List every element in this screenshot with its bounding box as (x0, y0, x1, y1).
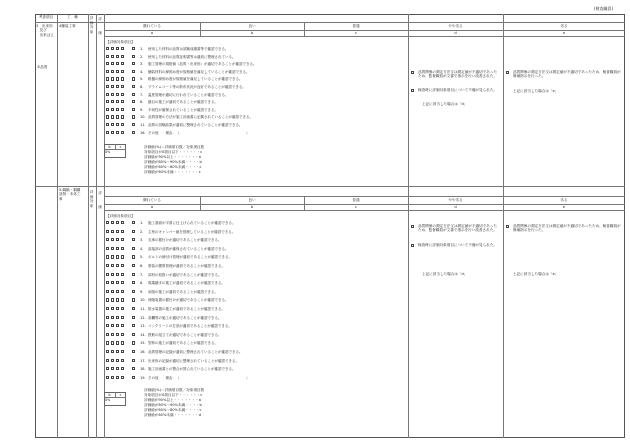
item-checkbox[interactable] (121, 85, 124, 88)
header-kou: 考査項目 (38, 15, 54, 19)
item-checkbox[interactable] (121, 108, 124, 111)
item-checkbox[interactable] (132, 376, 135, 379)
item-checkbox[interactable] (121, 77, 124, 80)
item-checkbox[interactable] (116, 238, 119, 241)
scoring-line: 対象項目が0項目以下・・・・・・c (144, 393, 203, 397)
scoring-title: 評価値(%)＝評価項目数／対象項目数 (144, 388, 205, 392)
item-checkbox[interactable] (111, 47, 114, 50)
item-text: 床版の施工が適切であることが確認できる。 (148, 289, 218, 294)
item-checkbox[interactable] (106, 350, 109, 353)
item-checkbox[interactable] (106, 290, 109, 293)
item-checkbox[interactable] (111, 324, 114, 327)
rating-label: 良い (248, 198, 256, 202)
item-checkbox[interactable] (132, 255, 135, 258)
item-number: 10. (140, 115, 146, 120)
item-number: 14. (140, 332, 146, 337)
item-checkbox[interactable] (116, 47, 119, 50)
item-checkbox[interactable] (132, 367, 135, 370)
item-checkbox[interactable] (121, 281, 124, 284)
header-hyoka: 評価対象 (89, 16, 94, 34)
divider (35, 22, 625, 23)
category-label: 3 出来形 及び 出来ばえ (36, 24, 54, 37)
item-text: 現場継手の施工が適切であることが確認できる。 (148, 281, 225, 286)
item-checkbox[interactable] (106, 367, 109, 370)
item-checkbox[interactable] (106, 123, 109, 126)
divider (104, 196, 625, 197)
item-text: 施工計画書との整合が図られていることが確認できる。 (148, 367, 236, 372)
item-checkbox[interactable] (116, 307, 119, 310)
header-hyoka: 評価対象 (89, 190, 94, 208)
item-checkbox[interactable] (106, 333, 109, 336)
item-checkbox[interactable] (116, 333, 119, 336)
criteria-checkbox[interactable] (411, 244, 414, 247)
item-checkbox[interactable] (116, 290, 119, 293)
rating-label: 優れている (143, 198, 161, 202)
criteria-summary: 上記に該当した場合は「d」 (422, 272, 468, 276)
rating-label: 普通 (352, 198, 360, 202)
item-checkbox[interactable] (132, 47, 135, 50)
item-number: 15. (140, 341, 146, 346)
divider (35, 186, 625, 187)
item-checkbox[interactable] (132, 230, 135, 233)
item-number: 7. (140, 92, 144, 97)
item-checkbox[interactable] (106, 281, 109, 284)
item-text: 品質の試験結果が適切に整理されていることが確認できる。 (148, 123, 243, 127)
item-number: 8. (140, 281, 144, 286)
header-hyo: 評 (98, 17, 102, 21)
item-checkbox[interactable] (121, 100, 124, 103)
item-checkbox[interactable] (116, 359, 119, 362)
item-text: 主桁のキャンバー値を管理していることが確認できる。 (148, 229, 236, 234)
item-checkbox[interactable] (121, 62, 124, 65)
item-checkbox[interactable] (111, 85, 114, 88)
item-checkbox[interactable] (121, 47, 124, 50)
criteria-note: 品質関係の測定方法又は測定値が不適切であったため、監督職員が文書で指示を行い改善された。 (418, 224, 498, 233)
item-text: 使用した材料の品質は試験成績書等で確認できる。 (148, 47, 229, 51)
item-checkbox[interactable] (132, 273, 135, 276)
item-checkbox[interactable] (106, 55, 109, 58)
rating-label: 劣る (560, 198, 568, 202)
item-checkbox[interactable] (106, 247, 109, 250)
item-checkbox[interactable] (116, 62, 119, 65)
page-tag: (検査職員) (594, 6, 614, 11)
item-checkbox[interactable] (106, 131, 109, 134)
item-checkbox[interactable] (111, 238, 114, 241)
item-number: 6. (140, 85, 144, 89)
work-type-label: 5.鋼橋・鋼構 造物・本体工 事 (59, 188, 81, 201)
header-hyo: 評 (98, 191, 102, 195)
scoring-title: 評価値(%)＝評価項目数／対象項目数 (144, 145, 205, 149)
item-checkbox[interactable] (111, 221, 114, 224)
item-checkbox[interactable] (106, 62, 109, 65)
item-checkbox[interactable] (111, 281, 114, 284)
item-checkbox[interactable] (121, 376, 124, 379)
grade-label: e (562, 31, 566, 35)
item-text: 温度管理が適切に行われていることが確認できる。 (148, 92, 229, 97)
legend-label: 【評価対象項目】 (106, 214, 135, 218)
item-checkbox[interactable] (121, 123, 124, 126)
item-checkbox[interactable] (111, 131, 114, 134)
category-sub-label: ②品質 (37, 65, 48, 69)
item-text: プライムコート等の散布状況が良好であることが確認できる。 (148, 85, 246, 89)
item-checkbox[interactable] (116, 341, 119, 344)
item-checkbox[interactable] (111, 230, 114, 233)
item-checkbox[interactable] (111, 273, 114, 276)
item-checkbox[interactable] (116, 367, 119, 370)
item-number: 1. (140, 47, 144, 51)
item-checkbox[interactable] (111, 298, 114, 301)
item-checkbox[interactable] (106, 47, 109, 50)
item-checkbox[interactable] (121, 70, 124, 73)
item-number: 1. (140, 221, 144, 225)
grade-label: e (562, 205, 566, 209)
item-checkbox[interactable] (132, 131, 135, 134)
item-checkbox[interactable] (121, 115, 124, 118)
item-number: 3. (140, 238, 144, 243)
item-checkbox[interactable] (132, 281, 135, 284)
item-checkbox[interactable] (111, 70, 114, 73)
rating-label: やや劣る (448, 198, 463, 202)
grade-label: a (150, 31, 154, 35)
item-checkbox[interactable] (132, 70, 135, 73)
item-checkbox[interactable] (132, 307, 135, 310)
grade-label: d (454, 31, 457, 35)
item-checkbox[interactable] (132, 359, 135, 362)
item-checkbox[interactable] (121, 316, 124, 319)
item-checkbox[interactable] (116, 273, 119, 276)
item-number: 7. (140, 272, 144, 277)
item-checkbox[interactable] (116, 108, 119, 111)
item-number: 12. (140, 315, 146, 320)
scoring-line: 評価値が90%以上・・・・・・・a (144, 155, 201, 159)
item-checkbox[interactable] (116, 324, 119, 327)
item-checkbox[interactable] (111, 77, 114, 80)
item-text: 出来形の記録が適切に整理されていることが確認できる。 (148, 358, 239, 363)
scoring-line: 対象項目が0項目以下・・・・・・c (144, 150, 203, 154)
item-checkbox[interactable] (111, 341, 114, 344)
scoring-line: 評価値が90%以上・・・・・・・a (144, 398, 201, 402)
rating-label: やや劣る (448, 24, 463, 28)
mini-pct: 0% (105, 398, 111, 402)
divider (96, 14, 97, 438)
rating-label: 良い (248, 24, 256, 28)
item-checkbox[interactable] (111, 247, 114, 250)
item-checkbox[interactable] (111, 123, 114, 126)
item-number: 10. (140, 298, 146, 303)
item-checkbox[interactable] (121, 367, 124, 370)
mini-a: b (108, 392, 111, 397)
item-number: 19. (140, 375, 146, 380)
item-number: 4. (140, 246, 144, 251)
item-checkbox[interactable] (111, 115, 114, 118)
item-number: 16. (140, 350, 146, 354)
grade-label: c (355, 31, 357, 35)
item-checkbox[interactable] (132, 264, 135, 267)
item-checkbox[interactable] (116, 350, 119, 353)
item-checkbox[interactable] (132, 108, 135, 111)
rating-label: 普通 (352, 24, 360, 28)
item-checkbox[interactable] (111, 290, 114, 293)
item-checkbox[interactable] (132, 123, 135, 126)
item-checkbox[interactable] (132, 341, 135, 344)
item-number: 9. (140, 107, 144, 112)
item-text: 溶接部の品質が確保されていることが確認できる。 (148, 246, 229, 251)
criteria-summary: 上記に該当した場合は「e」 (513, 89, 559, 93)
item-checkbox[interactable] (116, 376, 119, 379)
item-checkbox[interactable] (111, 264, 114, 267)
criteria-note: 品質関係の測定方法又は測定値が不適切であったため、検査職員が修補指示を行った。 (513, 70, 621, 79)
item-text: 平坦性が確保されていることが確認できる。 (148, 107, 218, 112)
divider (88, 14, 89, 438)
item-checkbox[interactable] (132, 93, 135, 96)
grade-label: b (250, 205, 254, 209)
item-checkbox[interactable] (106, 376, 109, 379)
item-checkbox[interactable] (106, 273, 109, 276)
work-type-label: 4舗装工事 (59, 24, 76, 28)
item-number: 5. (140, 255, 144, 260)
criteria-checkbox[interactable] (411, 225, 414, 228)
item-text: 部材の取扱いが適切であることが確認できる。 (148, 272, 222, 277)
criteria-note: 検査時に評価対象項目について不備が見られた。 (418, 243, 497, 247)
item-checkbox[interactable] (121, 230, 124, 233)
item-text: 品質管理の記録が適切に整理されていることが確認できる。 (148, 350, 243, 354)
item-checkbox[interactable] (121, 55, 124, 58)
item-checkbox[interactable] (111, 367, 114, 370)
item-checkbox[interactable] (111, 333, 114, 336)
item-number: 2. (140, 54, 144, 59)
scoring-line: 評価値が80%～90%未満・・・・b (144, 160, 202, 164)
item-number: 11. (140, 123, 146, 127)
item-checkbox[interactable] (106, 359, 109, 362)
item-checkbox[interactable] (116, 55, 119, 58)
item-number: 18. (140, 367, 146, 372)
item-checkbox[interactable] (132, 316, 135, 319)
criteria-summary: 上記に該当した場合は「e」 (513, 272, 559, 276)
item-number: 4. (140, 69, 144, 74)
item-checkbox[interactable] (121, 350, 124, 353)
item-number: 13. (140, 324, 146, 329)
grade-label: d (454, 205, 457, 209)
item-checkbox[interactable] (106, 238, 109, 241)
divider (104, 14, 105, 438)
item-checkbox[interactable] (116, 77, 119, 80)
criteria-note: 品質関係の測定方法又は測定値が不適切であったため、監督職員が文書で指示を行い改善された。 (418, 70, 498, 79)
item-checkbox[interactable] (121, 264, 124, 267)
item-checkbox[interactable] (106, 264, 109, 267)
item-checkbox[interactable] (116, 70, 119, 73)
item-checkbox[interactable] (116, 298, 119, 301)
item-text: 舗装材料の締固め度が規格値を満足していることが確認できる。 (148, 69, 250, 74)
item-checkbox[interactable] (116, 281, 119, 284)
criteria-note: 検査時に評価対象項目について不備が見られた。 (418, 88, 497, 92)
item-checkbox[interactable] (106, 93, 109, 96)
item-text: コンクリートの打設が適切であることが確認できる。 (148, 324, 232, 329)
item-text: 高欄等の施工が適切であることが確認できる。 (148, 315, 222, 320)
item-checkbox[interactable] (111, 350, 114, 353)
item-number: 5. (140, 77, 144, 82)
item-checkbox[interactable] (111, 55, 114, 58)
item-checkbox[interactable] (106, 324, 109, 327)
criteria-checkbox[interactable] (411, 71, 414, 74)
scoring-line: 評価値が60%～80%未満・・・・c (144, 408, 202, 412)
item-checkbox[interactable] (132, 85, 135, 88)
item-checkbox[interactable] (132, 350, 135, 353)
item-number: 11. (140, 307, 146, 311)
item-checkbox[interactable] (111, 100, 114, 103)
rating-label: 優れている (143, 24, 161, 28)
item-checkbox[interactable] (106, 85, 109, 88)
item-text: その他 理由：（ ） (148, 130, 250, 135)
divider (57, 14, 58, 438)
scoring-line: 評価値が60%～80%未満・・・・c (144, 165, 202, 169)
item-checkbox[interactable] (111, 93, 114, 96)
mini-a: b (108, 144, 111, 149)
item-checkbox[interactable] (106, 77, 109, 80)
item-checkbox[interactable] (132, 247, 135, 250)
header-ka: 価 (98, 205, 102, 209)
item-checkbox[interactable] (111, 255, 114, 258)
item-number: 17. (140, 358, 146, 363)
item-number: 2. (140, 229, 144, 234)
criteria-checkbox[interactable] (411, 89, 414, 92)
grade-label: a (150, 205, 154, 209)
item-text: 伸縮装置の据付けが適切であることが確認できる。 (148, 298, 229, 303)
item-checkbox[interactable] (116, 115, 119, 118)
item-checkbox[interactable] (132, 324, 135, 327)
item-checkbox[interactable] (116, 230, 119, 233)
scoring-line: 評価値が80%～90%未満・・・・b (144, 403, 202, 407)
item-checkbox[interactable] (132, 115, 135, 118)
item-checkbox[interactable] (106, 221, 109, 224)
item-checkbox[interactable] (106, 70, 109, 73)
item-checkbox[interactable] (116, 316, 119, 319)
item-checkbox[interactable] (106, 115, 109, 118)
item-checkbox[interactable] (132, 62, 135, 65)
item-checkbox[interactable] (121, 238, 124, 241)
item-checkbox[interactable] (121, 131, 124, 134)
item-checkbox[interactable] (132, 290, 135, 293)
item-checkbox[interactable] (132, 221, 135, 224)
divider (104, 36, 625, 37)
item-text: 施工基面が平滑に仕上げられていることが確認できる。 (148, 221, 236, 225)
scoring-line: 評価値が60%未満・・・・・・・d (144, 413, 201, 417)
item-checkbox[interactable] (121, 255, 124, 258)
item-checkbox[interactable] (106, 108, 109, 111)
legend-label: 【評価対象項目】 (106, 40, 135, 44)
item-checkbox[interactable] (116, 131, 119, 134)
header-ka: 価 (98, 31, 102, 35)
criteria-note: 品質関係の測定方法又は測定値が不適切であったため、検査職員が修補指示を行った。 (513, 224, 621, 233)
item-text: 排水装置の施工が適切であることが確認できる。 (148, 307, 225, 311)
criteria-checkbox[interactable] (506, 225, 509, 228)
item-checkbox[interactable] (116, 100, 119, 103)
item-checkbox[interactable] (116, 93, 119, 96)
item-checkbox[interactable] (106, 316, 109, 319)
item-number: 3. (140, 62, 144, 67)
item-checkbox[interactable] (121, 333, 124, 336)
criteria-checkbox[interactable] (506, 71, 509, 74)
header-shu: 工 種 (67, 15, 78, 19)
item-number: 9. (140, 289, 144, 294)
item-checkbox[interactable] (116, 85, 119, 88)
item-text: 路盤の締固め度が規格値を満足していることが確認できる。 (148, 77, 243, 82)
item-text: 鉄筋の組立てが適切であることが確認できる。 (148, 332, 222, 337)
divider (503, 14, 504, 438)
item-number: 8. (140, 100, 144, 105)
item-checkbox[interactable] (132, 298, 135, 301)
divider (104, 210, 625, 211)
item-checkbox[interactable] (121, 359, 124, 362)
item-checkbox[interactable] (132, 238, 135, 241)
item-checkbox[interactable] (121, 221, 124, 224)
item-checkbox[interactable] (106, 298, 109, 301)
item-checkbox[interactable] (116, 221, 119, 224)
item-checkbox[interactable] (111, 62, 114, 65)
item-checkbox[interactable] (111, 307, 114, 310)
item-text: 型枠の施工が適切であることが確認できる。 (148, 341, 218, 346)
item-checkbox[interactable] (106, 230, 109, 233)
grade-label: c (355, 205, 357, 209)
item-checkbox[interactable] (132, 77, 135, 80)
item-text: 施工管理の規格値（品質・出来形）が適切であることが確認できる。 (148, 62, 257, 67)
mini-b: c (119, 392, 122, 397)
rating-label: 劣る (560, 24, 568, 28)
item-checkbox[interactable] (111, 316, 114, 319)
item-checkbox[interactable] (121, 324, 124, 327)
item-checkbox[interactable] (111, 108, 114, 111)
item-checkbox[interactable] (116, 123, 119, 126)
item-checkbox[interactable] (121, 341, 124, 344)
item-checkbox[interactable] (121, 307, 124, 310)
item-checkbox[interactable] (116, 264, 119, 267)
item-checkbox[interactable] (106, 307, 109, 310)
item-checkbox[interactable] (111, 359, 114, 362)
grade-label: b (250, 31, 254, 35)
item-checkbox[interactable] (121, 290, 124, 293)
item-checkbox[interactable] (121, 273, 124, 276)
mini-pct: 0% (105, 150, 111, 154)
item-checkbox[interactable] (121, 298, 124, 301)
item-checkbox[interactable] (132, 100, 135, 103)
item-text: 塗装の膜厚管理が適切であることが確認できる。 (148, 264, 225, 268)
item-checkbox[interactable] (116, 255, 119, 258)
criteria-summary: 上記に該当した場合は「d」 (422, 102, 468, 106)
scoring-line: 評価値が60%未満・・・・・・・c (144, 170, 201, 174)
item-checkbox[interactable] (111, 376, 114, 379)
item-text: 支承の据付けが適切であることが確認できる。 (148, 238, 222, 243)
item-text: 品質管理の方法が施工計画書に記載されていることが確認できる。 (148, 115, 253, 120)
item-text: ボルトの締付け管理が適切であることが確認できる。 (148, 255, 232, 260)
item-number: 16. (140, 130, 146, 135)
item-checkbox[interactable] (132, 333, 135, 336)
mini-b: c (119, 144, 122, 149)
item-text: 継目の施工が適切であることが確認できる。 (148, 100, 218, 105)
item-checkbox[interactable] (106, 100, 109, 103)
item-checkbox[interactable] (121, 93, 124, 96)
divider (408, 14, 409, 438)
item-number: 6. (140, 264, 144, 268)
item-checkbox[interactable] (106, 341, 109, 344)
item-checkbox[interactable] (116, 247, 119, 250)
item-text: その他 理由：（ ） (148, 375, 250, 380)
item-checkbox[interactable] (106, 255, 109, 258)
item-checkbox[interactable] (132, 55, 135, 58)
item-checkbox[interactable] (121, 247, 124, 250)
item-text: 使用した材料の品質証明書等は適切に整理されている。 (148, 54, 236, 59)
